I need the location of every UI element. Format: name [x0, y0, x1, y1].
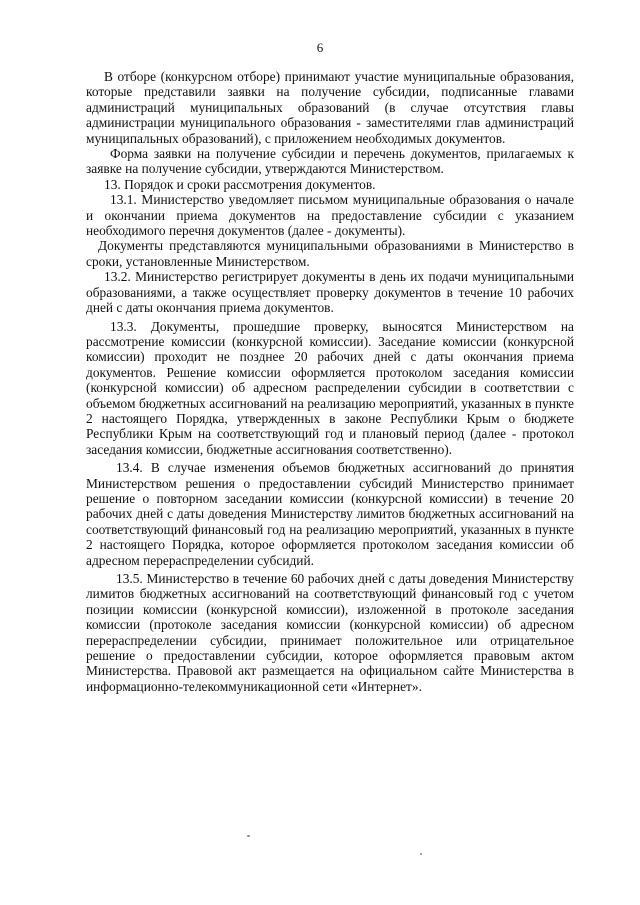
paragraph-application-form: Форма заявки на получение субсидии и перечень документов, прилагаемых к заявке на получение субсидии, утверждаются Министерством. [86, 146, 574, 177]
paragraph-13-4: 13.4. В случае изменения объемов бюджетных ассигнований до принятия Министерством решения о предоставлении субсидий Министерство принимает решение о повторном заседании комиссии (конкурсной комиссии) в течение 20 рабочих дней с даты доведения Министерству лимитов бюджетных ассигнований на соответствующий финансовый год на реализацию мероприятий, указанных в пункте 2 настоящего Порядка, которое оформляется протоколом заседания комиссии об адресном перераспределении субсидий. [86, 460, 574, 568]
scan-speck [420, 853, 422, 855]
section-heading-13: 13. Порядок и сроки рассмотрения документов. [104, 176, 376, 192]
paragraph-13-3: 13.3. Документы, прошедшие проверку, выносятся Министерством на рассмотрение комиссии (конкурсной комиссии). Заседание комиссии (конкурсной комиссии) проходит не позднее 20 рабочих дней с даты окончания приема документов. Решение комиссии оформляется протоколом заседания комиссии (конкурсной комиссии) об адресном распределении субсидии в соответствии с объемом бюджетных ассигнований на реализацию мероприятий, указанных в пункте 2 настоящего Порядка, утвержденных в законе Республики Крым о бюджете Республики Крым на соответствующий год и плановый период (далее - протокол заседания комиссии, бюджетные ассигнования соответственно). [86, 318, 574, 457]
scan-speck [247, 835, 250, 837]
page-number: 6 [316, 40, 324, 55]
paragraph-13-1: 13.1. Министерство уведомляет письмом муниципальные образования о начале и окончании приема документов на предоставление субсидии с указанием необходимого перечня документов (далее - документы). [86, 192, 574, 239]
paragraph-13-5: 13.5. Министерство в течение 60 рабочих дней с даты доведения Министерству лимитов бюджетных ассигнований на соответствующий финансовый год с учетом позиции комиссии (конкурсной комиссии), изложенной в протоколе заседания комиссии (протоколе заседания комиссии (конкурсной комиссии) об адресном перераспределении субсидии, принимает положительное или отрицательное решение о предоставлении субсидии, которое оформляется правовым актом Министерства. Правовой акт размещается на официальном сайте Министерства в информационно-телекоммуникационной сети «Интернет». [86, 571, 574, 694]
paragraph-documents-submitted: Документы представляются муниципальными образованиями в Министерство в сроки, установленные Министерством. [86, 238, 574, 269]
paragraph-13-2: 13.2. Министерство регистрирует документы в день их подачи муниципальными образованиями, а также осуществляет проверку документов в течение 10 рабочих дней с даты окончания приема документов. [86, 269, 574, 316]
paragraph-selection-participants: В отборе (конкурсном отборе) принимают участие муниципальные образования, которые представили заявки на получение субсидии, подписанные главами администраций муниципальных образований (в случае отсутствия главы администрации муниципального образования - заместителями глав администраций муниципальных образований), с приложением необходимых документов. [86, 69, 574, 146]
document-body [86, 69, 574, 694]
